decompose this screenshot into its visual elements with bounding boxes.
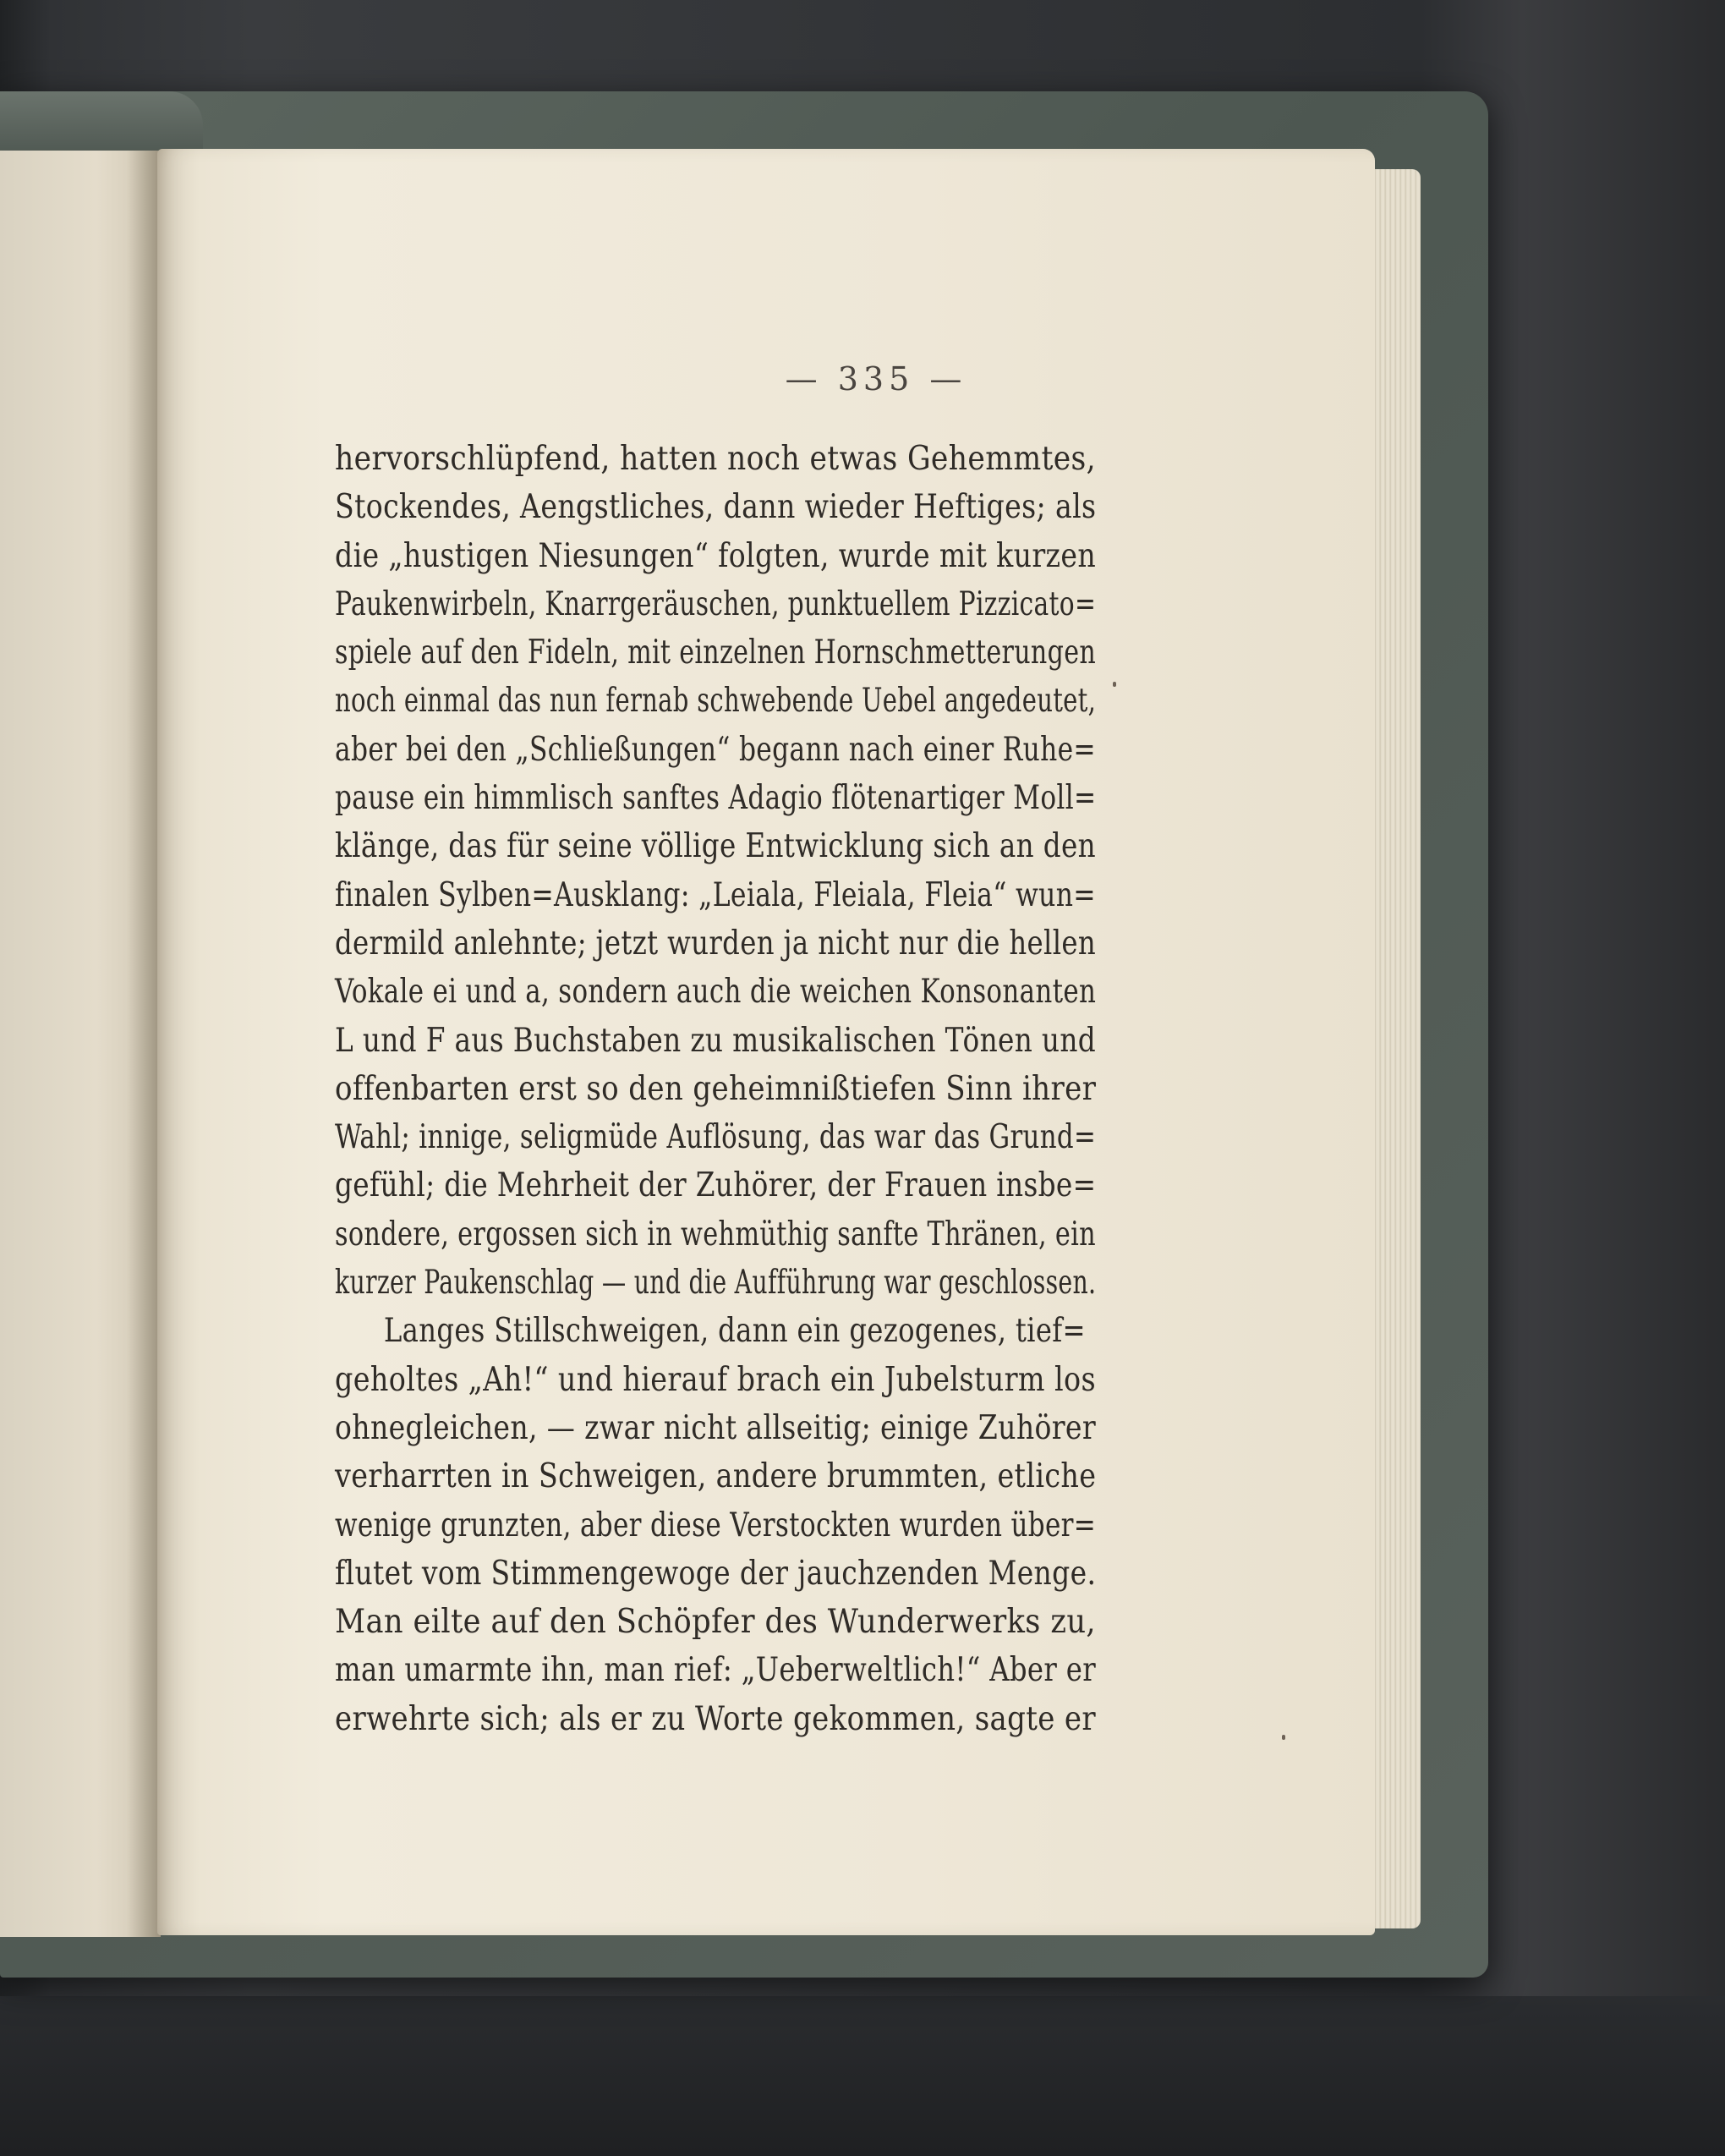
text-line: finalen Sylben=Ausklang: „Leiala, Fleiala, Fleia“ wun= [335,875,1096,914]
text-line: aber bei den „Schließungen“ begann nach einer Ruhe= [335,730,1096,769]
gutter-shadow [127,151,161,1937]
text-line: hervorschlüpfend, hatten noch etwas Gehemmtes, [335,440,1097,478]
text-line: L und F aus Buchstaben zu musikalischen Tönen und [335,1021,1097,1060]
text-line: geholtes „Ah!“ und hierauf brach ein Jubelsturm los [335,1360,1096,1399]
text-line: die „hustigen Niesungen“ folgten, wurde mit kurzen [335,536,1097,575]
text-line: flutet vom Stimmengewoge der jauchzenden Menge. [335,1554,1097,1593]
text-line: kurzer Paukenschlag — und die Aufführung war geschlossen. [335,1264,1097,1303]
text-line: Man eilte auf den Schöpfer des Wunderwerks zu, [335,1603,1096,1642]
text-line: klänge, das für seine völlige Entwicklung sich an den [335,827,1096,866]
right-page [157,149,1375,1935]
text-line: pause ein himmlisch sanftes Adagio flötenartiger Moll= [335,779,1097,818]
text-line: noch einmal das nun fernab schwebende Uebel angedeutet, [335,682,1097,721]
text-line: spiele auf den Fideln, mit einzelnen Hornschmetterungen [335,634,1097,672]
text-line: Paukenwirbeln, Knarrgeräuschen, punktuellem Pizzicato= [335,584,1097,623]
text-line: Stockendes, Aengstliches, dann wieder Heftiges; als [335,488,1097,527]
text-line: offenbarten erst so den geheimnißtiefen Sinn ihrer [335,1069,1097,1108]
text-line: sondere, ergossen sich in wehmüthig sanfte Thränen, ein [335,1215,1096,1254]
paper-speck [1282,1735,1285,1740]
text-line: dermild anlehnte; jetzt wurden ja nicht nur die hellen [335,924,1097,963]
text-line: Langes Stillschweigen, dann ein gezogenes, tief= [383,1312,1086,1351]
text-line: erwehrte sich; als er zu Worte gekommen, sagte er [335,1699,1097,1738]
paragraph [335,435,1096,1307]
text-line: Vokale ei und a, sondern auch die weichen Konsonanten [335,973,1097,1012]
paper-speck [1113,682,1116,687]
text-line: man umarmte ihn, man rief: „Ueberweltlich!“ Aber er [335,1651,1096,1690]
page-body [335,435,1096,1743]
text-line: Wahl; innige, seligmüde Auflösung, das war das Grund= [335,1118,1097,1157]
table-surface [0,1996,1725,2156]
page-number: — 335 — [785,360,967,398]
text-line: ohnegleichen, — zwar nicht allseitig; einige Zuhörer [335,1408,1097,1447]
text-line: gefühl; die Mehrheit der Zuhörer, der Frauen insbe= [335,1166,1097,1205]
page-header [157,360,1375,398]
text-line: wenige grunzten, aber diese Verstockten wurden über= [335,1506,1097,1544]
text-line: verharrten in Schweigen, andere brummten, etliche [335,1457,1097,1496]
paragraph [335,1307,1096,1743]
